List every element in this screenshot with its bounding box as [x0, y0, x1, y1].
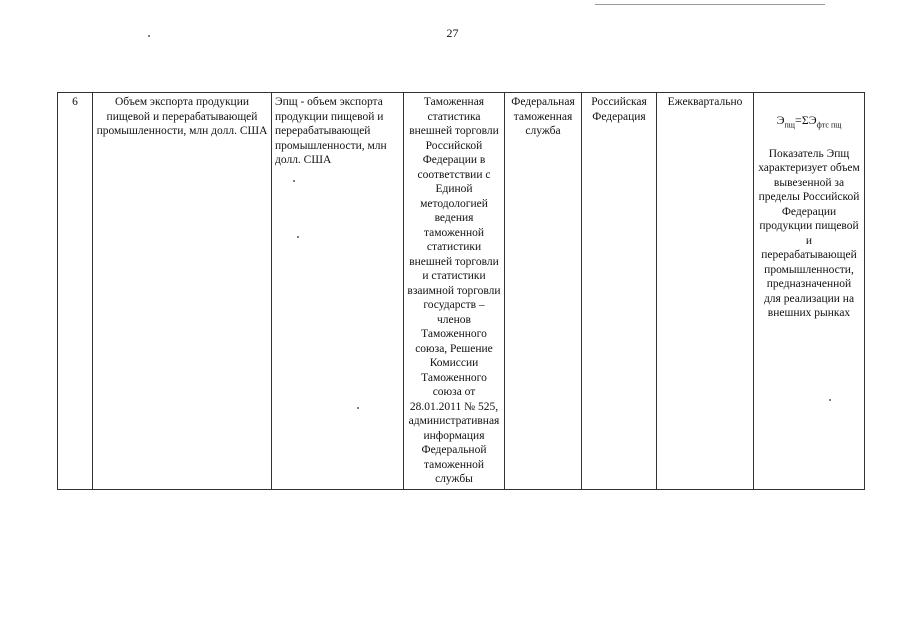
page-number: 27 [446, 26, 459, 40]
methodology-text: Показатель Эпщ характеризует объем вывезенной за пределы Российской Федерации продукции пищевой и перерабатывающей промышленности, предназначенной для реализации на внешних рынках [758, 147, 860, 320]
formula-lhs-subscript: пщ [784, 120, 795, 130]
indicators-table [57, 92, 865, 490]
scan-speck [829, 399, 831, 401]
data-source-cell: Таможенная статистика внешней торговли Российской Федерации в соответствии с Единой методологией ведения таможенной статистики внешней торговли и статистики взаимной торговли государств – членов Таможенного союза, Решение Комиссии Таможенного союза от 28.01.2011 № 525, административная информация Федеральной таможенной службы [404, 93, 505, 490]
scan-speck [297, 236, 299, 238]
scan-edge-line [595, 4, 825, 5]
formula-rhs-subscript: фтс пщ [816, 120, 842, 130]
scan-speck [293, 180, 295, 182]
indicator-name-cell: Объем экспорта продукции пищевой и перерабатывающей промышленности, млн долл. США [93, 93, 272, 490]
formula-lhs: Э [776, 113, 785, 127]
scan-speck [148, 35, 150, 37]
methodology-cell [754, 93, 865, 490]
territory-cell: Российская Федерация [582, 93, 657, 490]
row-number-cell: 6 [58, 93, 93, 490]
formula-operator: =ΣЭ [794, 113, 817, 127]
definition-cell: Эпщ - объем экспорта продукции пищевой и перерабатывающей промышленности, млн долл. США [272, 93, 404, 490]
periodicity-cell: Ежеквартально [657, 93, 754, 490]
responsible-agency-cell: Федеральная таможенная служба [505, 93, 582, 490]
table-row [58, 93, 865, 490]
scan-speck [357, 407, 359, 409]
formula [757, 113, 861, 133]
